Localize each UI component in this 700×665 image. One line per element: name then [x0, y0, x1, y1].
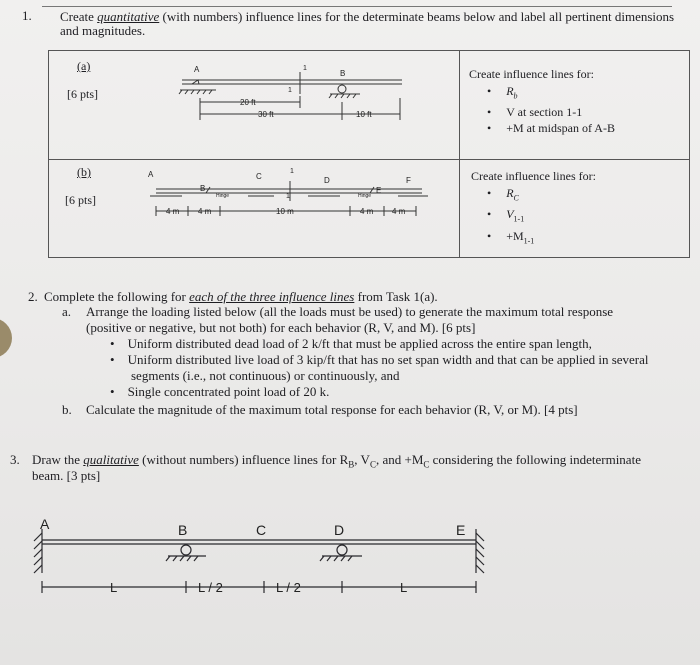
top-rule [42, 6, 672, 7]
beam-b-hinge-2-label: Hinge [358, 193, 372, 199]
beam-q3-dim-3: L / 2 [276, 580, 301, 595]
beam-b-label-f: F [406, 176, 411, 185]
page-edge-mark [0, 318, 12, 358]
fixed-support-a-hatch-icon [34, 533, 42, 573]
q3-text: Draw the qualitative (without numbers) influence lines for $R_B$, $V_C$, and $+M_C$ considering the following indeterminate [32, 452, 641, 470]
beam-b-label-b: B [200, 184, 206, 193]
q2-bullet-3: • Single concentrated point load of 20 k. [110, 384, 330, 399]
q1-number: 1. [22, 8, 32, 23]
beam-b-label-e: E [376, 186, 382, 195]
beam-b-dim-1: 4 m [166, 207, 180, 216]
part-b-task-1: • $R_C$ [487, 186, 519, 203]
q1-emph: quantitative [97, 9, 160, 24]
beam-q3-label-d: D [334, 522, 345, 538]
roller-b-q3-icon [181, 545, 191, 555]
beam-b-hinge-1-label: Hinge [216, 193, 230, 199]
beam-q3-label-e: E [456, 522, 466, 538]
q2-a-line1: Arrange the loading listed below (all the loads must be used) to generate the maximum total response [86, 304, 614, 319]
beam-a-section-label-top: 1 [303, 65, 307, 72]
part-b-task-list [487, 185, 534, 249]
table-row-divider [49, 159, 689, 160]
q2-bullet-2-cont: segments (i.e., not continuous) or continuously, and [131, 368, 400, 383]
beam-b-label-c: C [256, 172, 262, 181]
beam-q3-dim-4: L [400, 580, 408, 595]
beam-b-dim-4: 4 m [360, 207, 374, 216]
beam-q3-label-b: B [178, 522, 188, 538]
beam-q3-label-a: A [40, 516, 50, 532]
part-b-label: (b) [77, 165, 91, 179]
q1-text-line2: and magnitudes. [60, 23, 146, 38]
beam-a-dim-1-label: 20 ft [240, 98, 256, 107]
part-a-task-3: • +M at midspan of A-B [487, 121, 615, 136]
hinge-1-icon [206, 187, 210, 193]
fixed-support-e-hatch-icon [476, 533, 484, 573]
beam-b-dim-2: 4 m [198, 207, 212, 216]
q2-bullet-1: • Uniform distributed dead load of 2 k/ft that must be applied across the entire span length, [110, 336, 592, 351]
part-a-task-title: Create influence lines for: [469, 67, 594, 81]
pin-support-a-icon [192, 80, 199, 84]
beam-a-dim-3-label: 10 ft [356, 110, 372, 119]
beam-b-dim-5: 4 m [392, 207, 406, 216]
q2-a-label: a. [62, 304, 72, 319]
ground-q3-b-hatch-icon [166, 556, 198, 561]
beam-a-diagram [170, 62, 430, 132]
beam-a-label-b: B [340, 69, 346, 78]
beam-b-dim-3: 10 m [276, 207, 294, 216]
table-col-divider [459, 51, 460, 257]
q2-a-line2: (positive or negative, but not both) for each behavior (R, V, and M). [6 pts] [86, 320, 476, 335]
beam-b-diagram [140, 163, 440, 223]
beam-q3-dim-2: L / 2 [198, 580, 223, 595]
beam-q3-diagram [30, 515, 500, 605]
q2-number: 2. [28, 289, 38, 304]
beam-b-label-d: D [324, 176, 330, 185]
q3-number: 3. [10, 452, 20, 467]
beam-q3-dim-1: L [110, 580, 118, 595]
q3-line2: beam. [3 pts] [32, 468, 101, 483]
q2-text: Complete the following for each of the three influence lines from Task 1(a). [44, 289, 438, 304]
beam-a-section-label-bot: 1 [288, 87, 292, 94]
part-b-pts: [6 pts] [65, 193, 96, 207]
part-b-task-title: Create influence lines for: [471, 169, 596, 183]
beam-a-label-a: A [194, 65, 200, 74]
q2-bullet-2: • Uniform distributed live load of 3 kip/ft that has no set span width and that can be applied in several [110, 352, 649, 367]
ground-a-hatch-icon [179, 90, 212, 94]
beam-a-dim-2-label: 30 ft [258, 110, 274, 119]
part-a-task-list [487, 83, 615, 136]
beam-q3-label-c: C [256, 522, 267, 538]
q2-b-text: Calculate the magnitude of the maximum total response for each behavior (R, V, or M). [4 pts] [86, 402, 578, 417]
part-a-task-1: • $R_b$ [487, 84, 518, 101]
part-a-label: (a) [77, 59, 91, 73]
part-a-pts: [6 pts] [67, 87, 98, 101]
part-b-task-2: • $V_{1-1}$ [487, 207, 525, 224]
beam-b-section-label-bot: 1 [286, 193, 290, 200]
beam-b-section-label-top: 1 [290, 168, 294, 175]
part-a-task-2: • V at section 1-1 [487, 105, 583, 120]
beam-b-label-a: A [148, 170, 154, 179]
q2-b-label: b. [62, 402, 72, 417]
q1-text-post: (with numbers) influence lines for the determinate beams below and label all pertinent dimensions [159, 9, 675, 24]
part-b-task-3: • $+M_{1-1}$ [487, 228, 535, 246]
q1-text-pre: Create [60, 9, 98, 24]
roller-b-icon [338, 85, 346, 93]
q1-text [60, 9, 674, 25]
roller-d-q3-icon [337, 545, 347, 555]
ground-q3-d-hatch-icon [320, 556, 352, 561]
ground-b-hatch-icon [329, 94, 356, 98]
